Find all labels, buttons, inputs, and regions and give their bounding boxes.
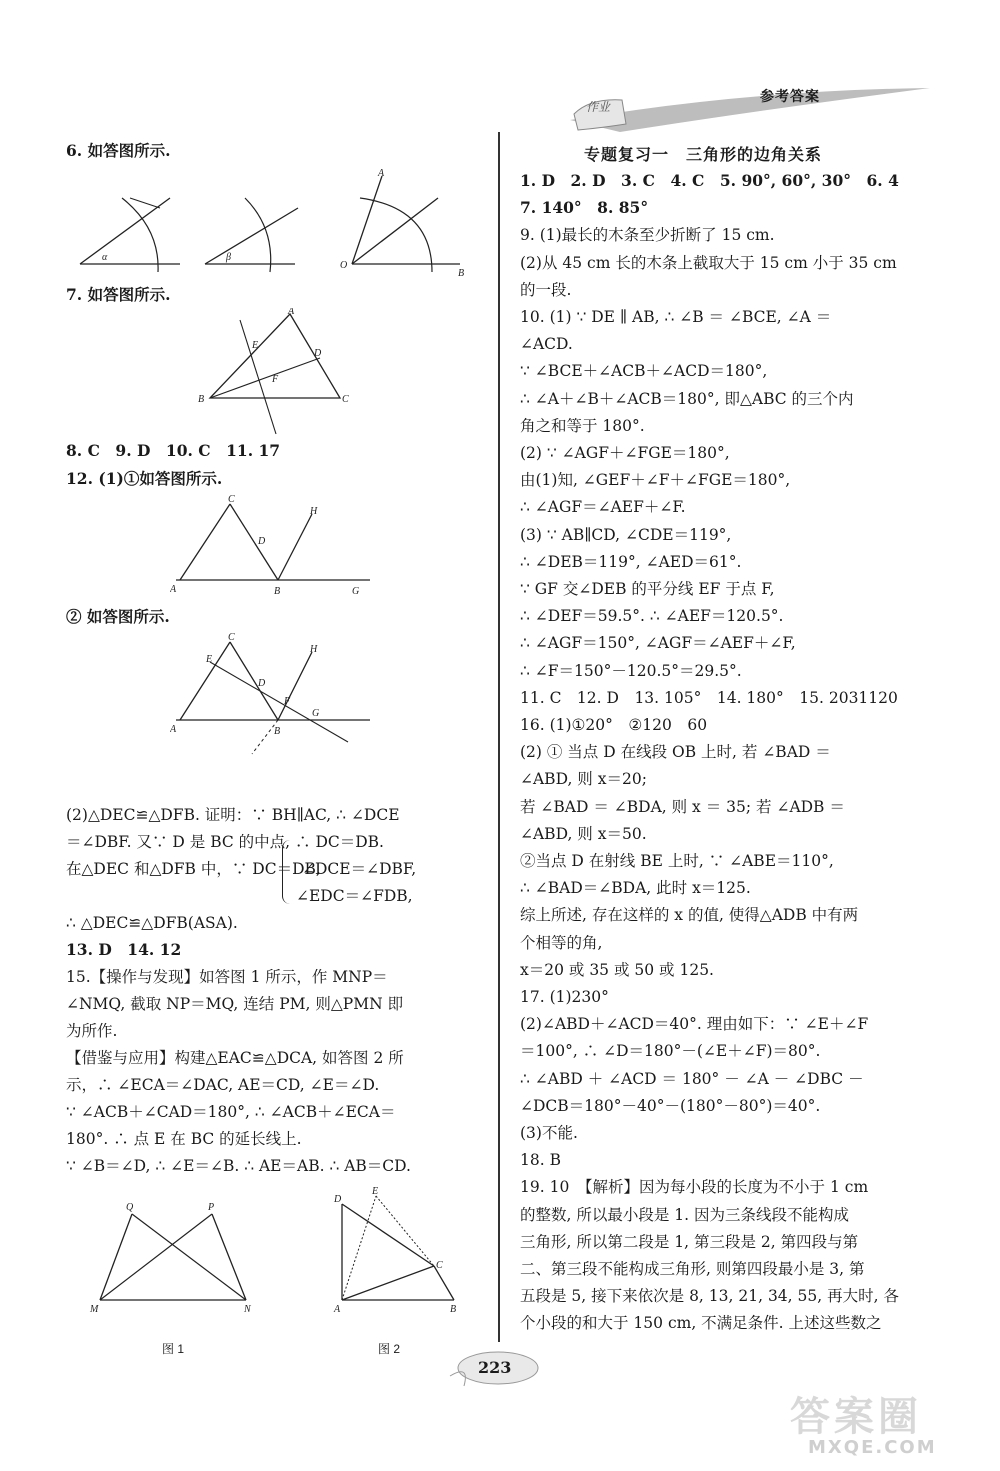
figure-caption: 图 2	[378, 1342, 401, 1356]
header-badge: 作业	[586, 100, 611, 114]
left-line: ＝∠DBF. 又∵ D 是 BC 的中点, ∴ DC＝DB.	[66, 833, 384, 851]
left-line: 示，∴ ∠ECA＝∠DAC, AE＝CD, ∠E＝∠D.	[66, 1076, 380, 1094]
figure-15-2	[330, 1186, 470, 1326]
svg-text:B: B	[274, 586, 281, 597]
figure-12-2	[170, 632, 380, 762]
svg-text:E: E	[252, 340, 259, 351]
svg-text:G: G	[352, 586, 360, 597]
right-line: ②当点 D 在射线 BE 上时, ∵ ∠ABE＝110°,	[520, 852, 834, 870]
right-line: 若 ∠BAD ＝ ∠BDA, 则 x ＝ 35; 若 ∠ADB ＝	[520, 797, 845, 816]
right-line: ∵ GF 交∠DEB 的平分线 EF 于点 F,	[520, 580, 775, 598]
right-line: ∴ ∠ABD ＋ ∠ACD ＝ 180° － ∠A － ∠DBC －	[520, 1069, 864, 1088]
right-line: 1. D 2. D 3. C 4. C 5. 90°, 60°, 30° 6. 4	[520, 171, 899, 190]
watermark-url: MXQE.COM	[808, 1437, 937, 1458]
right-line: 19. 10 【解析】因为每小段的长度为不小于 1 cm	[520, 1178, 869, 1197]
svg-text:M: M	[90, 1304, 99, 1315]
svg-text:F: F	[284, 696, 291, 707]
right-line: 五段是 5, 接下来依次是 8, 13, 21, 34, 55, 再大时, 各	[520, 1287, 899, 1306]
left-line: 7. 如答图所示.	[66, 285, 171, 304]
svg-text:C: C	[436, 1260, 443, 1271]
svg-text:E: E	[206, 654, 213, 665]
left-line: 在△DEC 和△DFB 中，∵ DC＝DB,	[66, 860, 321, 878]
svg-text:D: D	[314, 348, 322, 359]
right-line: 17. (1)230°	[520, 988, 609, 1006]
header-title: 参考答案	[760, 89, 820, 105]
svg-text:A: A	[170, 724, 177, 735]
right-line: 16. (1)①20° ②120 60	[520, 716, 708, 734]
left-line: 15.【操作与发现】如答图 1 所示，作 MNP＝	[66, 968, 388, 986]
right-line: 角之和等于 180°.	[520, 416, 645, 435]
right-line: 由(1)知, ∠GEF＋∠F＋∠FGE＝180°,	[520, 471, 791, 490]
right-line: ∠ACD.	[520, 335, 573, 354]
svg-text:A: A	[334, 1304, 341, 1315]
svg-text:B: B	[274, 726, 281, 737]
right-line: ∴ ∠BAD＝∠BDA, 此时 x＝125.	[520, 879, 751, 898]
left-line: 【借鉴与应用】构建△EAC≌△DCA, 如答图 2 所	[66, 1049, 404, 1067]
right-line: 11. C 12. D 13. 105° 14. 180° 15. 2031120	[520, 688, 898, 707]
right-line: (3) ∵ AB∥CD, ∠CDE＝119°,	[520, 525, 732, 544]
svg-text:E: E	[372, 1186, 379, 1197]
svg-text:B: B	[198, 394, 205, 405]
svg-text:A: A	[170, 584, 177, 595]
svg-text:B: B	[450, 1304, 457, 1315]
right-line: 的整数, 所以最小段是 1. 因为三条线段不能构成	[520, 1205, 849, 1224]
column-divider	[498, 132, 500, 1342]
svg-text:N: N	[244, 1304, 251, 1315]
left-line: (2)△DEC≌△DFB. 证明：∵ BH∥AC, ∴ ∠DCE	[66, 806, 400, 824]
right-line: 个小段的和大于 150 cm, 不满足条件. 上述这些数之	[520, 1314, 882, 1333]
watermark-logo: 答案圈	[790, 1394, 922, 1440]
figure-caption: 图 1	[162, 1342, 185, 1356]
left-line: ∠DCE＝∠DBF,	[302, 860, 417, 878]
right-line: ∴ ∠AGF＝∠AEF＋∠F.	[520, 498, 686, 517]
right-line: x＝20 或 35 或 50 或 125.	[520, 960, 714, 979]
right-line: ∵ ∠BCE＋∠ACB＋∠ACD＝180°,	[520, 362, 768, 381]
svg-text:Q: Q	[126, 1202, 134, 1213]
page-number: 223	[478, 1358, 512, 1377]
left-line: ∠EDC＝∠FDB,	[296, 887, 413, 905]
svg-text:D: D	[258, 678, 266, 689]
svg-text:F: F	[272, 374, 279, 385]
svg-text:C: C	[228, 494, 235, 505]
right-line: ∴ ∠AGF＝150°, ∠AGF＝∠AEF＋∠F,	[520, 634, 796, 653]
left-line: 6. 如答图所示.	[66, 141, 171, 160]
left-line: 13. D 14. 12	[66, 940, 182, 959]
svg-text:D: D	[258, 536, 266, 547]
left-line: 8. C 9. D 10. C 11. 17	[66, 441, 281, 460]
right-line: 个相等的角,	[520, 933, 603, 952]
svg-text:G: G	[312, 708, 320, 719]
left-line: 12. (1)①如答图所示.	[66, 469, 223, 488]
left-line: ∵ ∠ACB＋∠CAD＝180°, ∴ ∠ACB＋∠ECA＝	[66, 1103, 396, 1121]
section-title: 专题复习一 三角形的边角关系	[584, 145, 823, 164]
right-line: (2) ① 当点 D 在线段 OB 上时, 若 ∠BAD ＝	[520, 743, 831, 762]
right-line: ∠ABD, 则 x＝50.	[520, 824, 647, 843]
brace	[282, 840, 293, 904]
right-line: ＝100°, ∴ ∠D＝180°－(∠E＋∠F)＝80°.	[520, 1042, 821, 1061]
svg-text:B: B	[458, 268, 465, 276]
left-line: 180°. ∴ 点 E 在 BC 的延长线上.	[66, 1130, 302, 1148]
figure-7-triangle	[190, 308, 360, 438]
svg-text:O: O	[340, 260, 348, 271]
header-banner	[560, 80, 940, 150]
svg-text:D: D	[334, 1194, 342, 1205]
svg-text:H: H	[310, 506, 318, 517]
figure-15-1	[86, 1200, 266, 1330]
svg-text:β: β	[226, 252, 231, 263]
right-line: (3)不能.	[520, 1124, 578, 1142]
svg-text:α: α	[102, 252, 108, 263]
right-line: 的一段.	[520, 280, 572, 299]
right-line: (2) ∵ ∠AGF＋∠FGE＝180°,	[520, 444, 730, 462]
right-line: 综上所述, 存在这样的 x 的值, 使得△ADB 中有两	[520, 906, 859, 925]
svg-text:A: A	[378, 168, 385, 179]
svg-text:C: C	[228, 632, 235, 643]
left-line: ∴ △DEC≌△DFB(ASA).	[66, 914, 238, 932]
svg-text:H: H	[310, 644, 318, 655]
svg-text:A: A	[288, 308, 295, 317]
left-line: ∵ ∠B＝∠D, ∴ ∠E＝∠B. ∴ AE＝AB. ∴ AB＝CD.	[66, 1157, 411, 1175]
right-line: ∴ ∠F＝150°－120.5°＝29.5°.	[520, 661, 742, 680]
left-line: ∠NMQ, 截取 NP＝MQ, 连结 PM, 则△PMN 即	[66, 995, 404, 1013]
right-line: ∠DCB＝180°－40°－(180°－80°)＝40°.	[520, 1096, 821, 1115]
left-line: ② 如答图所示.	[66, 607, 170, 626]
right-line: ∠ABD, 则 x＝20;	[520, 770, 647, 789]
right-line: 7. 140° 8. 85°	[520, 198, 649, 218]
right-line: ∴ ∠A＋∠B＋∠ACB＝180°, 即△ABC 的三个内	[520, 389, 854, 408]
right-line: 二、第三段不能构成三角形, 则第四段最小是 3, 第	[520, 1260, 865, 1278]
right-line: ∴ ∠DEF＝59.5°. ∴ ∠AEF＝120.5°.	[520, 607, 784, 626]
right-line: 10. (1) ∵ DE ∥ AB, ∴ ∠B ＝ ∠BCE, ∠A ＝	[520, 308, 832, 326]
svg-text:P: P	[208, 1202, 215, 1213]
figure-6-constructions	[60, 168, 480, 276]
right-line: (2)从 45 cm 长的木条上截取大于 15 cm 小于 35 cm	[520, 253, 897, 272]
figure-12-1	[170, 494, 380, 604]
right-line: 三角形, 所以第二段是 1, 第三段是 2, 第四段与第	[520, 1232, 859, 1251]
right-line: 9. (1)最长的木条至少折断了 15 cm.	[520, 226, 775, 245]
svg-text:C: C	[342, 394, 349, 405]
left-line: 为所作.	[66, 1022, 118, 1040]
right-line: 18. B	[520, 1151, 561, 1170]
right-line: (2)∠ABD＋∠ACD＝40°. 理由如下：∵ ∠E＋∠F	[520, 1015, 869, 1034]
right-line: ∴ ∠DEB＝119°, ∠AED＝61°.	[520, 552, 742, 571]
